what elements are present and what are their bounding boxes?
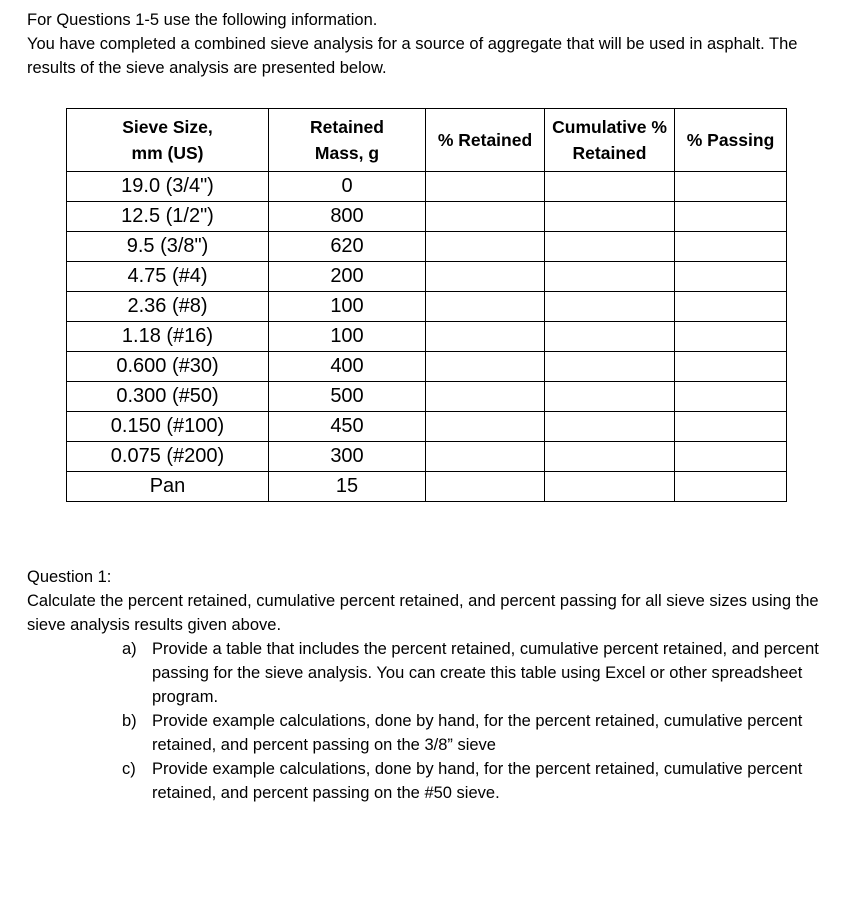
cell-sieve-size: 4.75 (#4) xyxy=(67,262,269,292)
cell-retained-mass: 15 xyxy=(269,472,426,502)
question-item-a xyxy=(122,637,837,709)
cell-percent-passing xyxy=(675,412,787,442)
cell-percent-retained xyxy=(426,232,545,262)
question-subitems xyxy=(27,637,837,805)
item-marker: a) xyxy=(122,640,137,658)
cell-percent-passing xyxy=(675,262,787,292)
cell-sieve-size: 0.075 (#200) xyxy=(67,442,269,472)
cell-percent-passing xyxy=(675,202,787,232)
cell-percent-passing xyxy=(675,292,787,322)
question-body: Calculate the percent retained, cumulative percent retained, and percent passing for all sieve sizes using the sieve analysis results given above. xyxy=(27,592,819,634)
cell-sieve-size: 19.0 (3/4") xyxy=(67,172,269,202)
cell-cumulative-percent-retained xyxy=(545,232,675,262)
item-marker: b) xyxy=(122,712,137,730)
cell-retained-mass: 450 xyxy=(269,412,426,442)
table-row xyxy=(67,322,787,352)
cell-retained-mass: 620 xyxy=(269,232,426,262)
cell-percent-retained xyxy=(426,442,545,472)
item-text: Provide example calculations, done by hand, for the percent retained, cumulative percent retained, and percent passing on the #50 sieve. xyxy=(152,760,803,802)
table-row xyxy=(67,442,787,472)
table-row xyxy=(67,472,787,502)
cell-cumulative-percent-retained xyxy=(545,202,675,232)
cell-retained-mass: 800 xyxy=(269,202,426,232)
table-row xyxy=(67,262,787,292)
table-row xyxy=(67,292,787,322)
cell-retained-mass: 0 xyxy=(269,172,426,202)
cell-percent-passing xyxy=(675,172,787,202)
cell-retained-mass: 500 xyxy=(269,382,426,412)
table-row xyxy=(67,382,787,412)
cell-sieve-size: 1.18 (#16) xyxy=(67,322,269,352)
item-text: Provide example calculations, done by hand, for the percent retained, cumulative percent retained, and percent passing on the 3/8” sieve xyxy=(152,712,803,754)
cell-cumulative-percent-retained xyxy=(545,322,675,352)
cell-sieve-size: 2.36 (#8) xyxy=(67,292,269,322)
cell-sieve-size: 0.300 (#50) xyxy=(67,382,269,412)
table-row xyxy=(67,202,787,232)
item-text: Provide a table that includes the percent retained, cumulative percent retained, and percent passing for the sieve analysis. You can create this table using Excel or other spreadsheet program. xyxy=(152,640,819,706)
cell-percent-retained xyxy=(426,382,545,412)
cell-retained-mass: 400 xyxy=(269,352,426,382)
cell-percent-retained xyxy=(426,262,545,292)
cell-percent-retained xyxy=(426,412,545,442)
cell-percent-retained xyxy=(426,322,545,352)
table-row xyxy=(67,232,787,262)
cell-percent-retained xyxy=(426,472,545,502)
cell-percent-retained xyxy=(426,292,545,322)
sieve-analysis-table xyxy=(66,108,787,502)
cell-percent-passing xyxy=(675,232,787,262)
table-body xyxy=(67,172,787,502)
table-row xyxy=(67,412,787,442)
cell-cumulative-percent-retained xyxy=(545,262,675,292)
cell-cumulative-percent-retained xyxy=(545,172,675,202)
cell-percent-passing xyxy=(675,322,787,352)
intro-text xyxy=(27,8,837,80)
cell-retained-mass: 200 xyxy=(269,262,426,292)
cell-percent-passing xyxy=(675,352,787,382)
header-sieve-size: Sieve Size, mm (US) xyxy=(67,109,269,172)
question-title: Question 1: xyxy=(27,568,112,586)
cell-retained-mass: 300 xyxy=(269,442,426,472)
cell-retained-mass: 100 xyxy=(269,322,426,352)
cell-cumulative-percent-retained xyxy=(545,292,675,322)
cell-sieve-size: Pan xyxy=(67,472,269,502)
cell-sieve-size: 9.5 (3/8") xyxy=(67,232,269,262)
header-retained-mass: Retained Mass, g xyxy=(269,109,426,172)
cell-sieve-size: 12.5 (1/2") xyxy=(67,202,269,232)
table-header-row xyxy=(67,109,787,172)
cell-cumulative-percent-retained xyxy=(545,442,675,472)
cell-cumulative-percent-retained xyxy=(545,352,675,382)
cell-percent-retained xyxy=(426,202,545,232)
question-item-b xyxy=(122,709,837,757)
table-row xyxy=(67,352,787,382)
table-row xyxy=(67,172,787,202)
cell-percent-retained xyxy=(426,172,545,202)
cell-percent-retained xyxy=(426,352,545,382)
cell-cumulative-percent-retained xyxy=(545,412,675,442)
question-item-c xyxy=(122,757,837,805)
cell-percent-passing xyxy=(675,442,787,472)
header-percent-retained: % Retained xyxy=(426,109,545,172)
cell-percent-passing xyxy=(675,382,787,412)
cell-cumulative-percent-retained xyxy=(545,382,675,412)
intro-line-2: You have completed a combined sieve analysis for a source of aggregate that will be used in asphalt. The results of the sieve analysis are presented below. xyxy=(27,35,798,77)
header-cumulative-percent-retained: Cumulative % Retained xyxy=(545,109,675,172)
cell-percent-passing xyxy=(675,472,787,502)
cell-cumulative-percent-retained xyxy=(545,472,675,502)
item-marker: c) xyxy=(122,760,136,778)
cell-retained-mass: 100 xyxy=(269,292,426,322)
cell-sieve-size: 0.150 (#100) xyxy=(67,412,269,442)
intro-line-1: For Questions 1-5 use the following information. xyxy=(27,11,378,29)
cell-sieve-size: 0.600 (#30) xyxy=(67,352,269,382)
question-1 xyxy=(27,565,837,805)
header-percent-passing: % Passing xyxy=(675,109,787,172)
